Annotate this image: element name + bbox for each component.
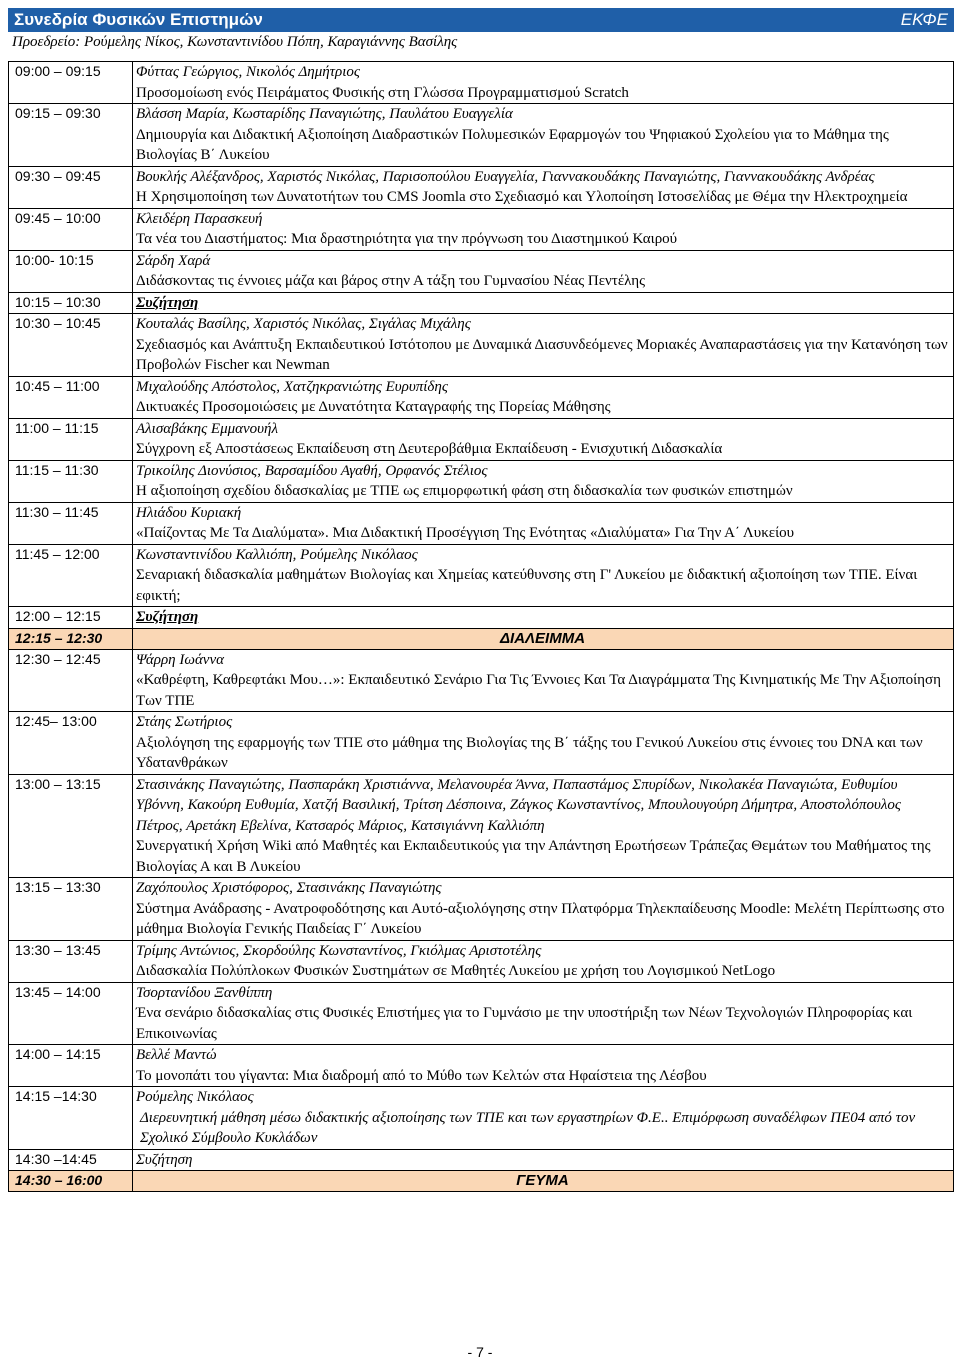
session-content [133,250,954,292]
session-content [133,982,954,1045]
schedule-row [9,62,954,104]
time-slot: 11:45 – 12:00 [9,544,133,607]
time-slot: 10:30 – 10:45 [9,314,133,377]
presentation-title: Συνεργατική Χρήση Wiki από Μαθητές και Εκπαιδευτικούς για την Απάντηση Ερωτήσεων Τράπεζας Θεμάτων του Μαθήματος της Βιολογίας Α και Β Λυκείου [136,838,931,875]
session-title: Συνεδρία Φυσικών Επιστημών [14,10,263,29]
session-content [133,292,954,314]
time-slot: 10:45 – 11:00 [9,376,133,418]
time-slot: 14:00 – 14:15 [9,1045,133,1087]
presentation-title: Σύγχρονη εξ Αποστάσεως Εκπαίδευση στη Δευτεροβάθμια Εκπαίδευση - Ενισχυτική Διδασκαλία [136,441,723,457]
time-slot: 13:15 – 13:30 [9,878,133,941]
time-slot: 09:45 – 10:00 [9,208,133,250]
session-content [133,712,954,775]
presentation-authors: Ζαχόπουλος Χριστόφορος, Στασινάκης Παναγιώτης [136,880,442,896]
break-label: ΔΙΑΛΕΙΜΜΑ [499,629,586,647]
time-slot: 14:15 –14:30 [9,1087,133,1150]
session-content [133,878,954,941]
schedule-table [8,61,954,1192]
presentation-authors: Στάης Σωτήριος [136,714,233,730]
session-content [133,544,954,607]
schedule-row [9,982,954,1045]
session-content [133,376,954,418]
session-chairs: Προεδρείο: Ρούμελης Νίκος, Κωνσταντινίδου Πόπη, Καραγιάννης Βασίλης [12,34,458,50]
presentation-authors: Ψάρρη Ιωάννα [136,651,225,668]
schedule-row [9,166,954,208]
time-slot: 13:00 – 13:15 [9,774,133,878]
schedule-row [9,502,954,544]
schedule-row [9,774,954,878]
presentation-title: «Καθρέφτη, Καθρεφτάκι Μου…»: Εκπαιδευτικό Σενάριο Για Τις Έννοιες Και Τα Διαγράμματα Της Κινηματικής Με Την Αξιοποίηση Των ΤΠΕ [136,672,941,709]
schedule-row [9,712,954,775]
presentation-authors: Στασινάκης Παναγιώτης, Πασπαράκη Χριστιάννα, Μελανουρέα Άννα, Παπαστάμος Σπυρίδων, Νικολακέα Παναγιώτα, Ευθυμίου Υβόννη, Κακούρη Ευθυμία, Χατζή Βασιλική, Τρίτση Δέσποινα, Ζάγκος Κωνσταντίνος, Μπουλουγούρη Δήμητρα, Αποστολόπουλος Πέτρος, Αρετάκη Εβελίνα, Κατσαρός Μάριος, Κατσιγιάννη Καλλιόπη [136,776,901,834]
session-content [133,104,954,167]
presentation-title: Διδάσκοντας τις έννοιες μάζα και βάρος στην Α τάξη του Γυμνασίου Νέας Πεντέλης [136,273,646,289]
session-content [133,166,954,208]
session-content [133,1087,954,1150]
presentation-authors: Τρικοίλης Διονύσιος, Βαρσαμίδου Αγαθή, Ορφανός Στέλιος [136,462,488,479]
session-content [133,649,954,712]
schedule-row [9,607,954,629]
time-slot: 13:30 – 13:45 [9,940,133,982]
presentation-title: Το μονοπάτι του γίγαντα: Μια διαδρομή από το Μύθο των Κελτών στα Ηφαίστεια της Λέσβου [136,1067,707,1084]
time-slot: 09:15 – 09:30 [9,104,133,167]
discussion-label: Συζήτηση [136,1151,193,1168]
session-header [8,8,954,32]
organization-label: ΕΚΦΕ [900,10,948,29]
presentation-authors: Βελλέ Μαντώ [136,1047,217,1063]
presentation-authors: Βλάσση Μαρία, Κωσταρίδης Παναγιώτης, Παυλάτου Ευαγγελία [136,106,513,122]
session-content [133,628,954,649]
session-content [133,774,954,878]
presentation-authors: Αλισαβάκης Εμμανουήλ [136,420,278,437]
session-content [133,62,954,104]
presentation-authors: Τσορτανίδου Ξανθίππη [136,984,273,1001]
time-slot: 09:00 – 09:15 [9,62,133,104]
session-content [133,1045,954,1087]
presentation-authors: Ρούμελης Νικόλαος [136,1089,254,1105]
time-slot: 09:30 – 09:45 [9,166,133,208]
presentation-title: Δικτυακές Προσομοιώσεις με Δυνατότητα Καταγραφής της Πορείας Μάθησης [136,399,611,415]
presentation-authors: Βουκλής Αλέξανδρος, Χαριστός Νικόλας, Παρισοπούλου Ευαγγελία, Γιαννακουδάκης Παναγιώτης, Γιαννακουδάκης Ανδρέας [136,168,875,185]
presentation-title: Ένα σενάριο διδασκαλίας στις Φυσικές Επιστήμες για το Γυμνάσιο με την υποστήριξη των Νέων Τεχνολογιών Πληροφορίας και Επικοινωνίας [136,1005,913,1042]
presentation-authors: Ηλιάδου Κυριακή [136,504,242,521]
session-content [133,314,954,377]
presentation-title: Αξιολόγηση της εφαρμογής των ΤΠΕ στο μάθημα της Βιολογίας της Β΄ τάξης του Γενικού Λυκείου στις έννοιες του DNA και των Υδατανθράκων [136,734,923,771]
presentation-title: Η Χρησιμοποίηση των Δυνατοτήτων του CMS Joomla στο Σχεδιασμό και Υλοποίηση Ιστοσελίδας με Θέμα την Ηλεκτροχημεία [136,189,908,205]
time-slot: 10:15 – 10:30 [9,292,133,314]
session-content [133,940,954,982]
schedule-row [9,292,954,314]
presentation-title: Σύστημα Ανάδρασης - Ανατροφοδότησης και Αυτό-αξιολόγησης στην Πλατφόρμα Τηλεκπαίδευσης Moodle: Μελέτη Περίπτωσης στο μάθημα Βιολογία Γενικής Παιδείας Γ΄ Λυκείου [136,900,945,937]
schedule-row [9,1087,954,1150]
presentation-authors: Φύττας Γεώργιος, Νικολός Δημήτριος [136,64,360,80]
session-content [133,607,954,629]
time-slot: 11:15 – 11:30 [9,460,133,502]
time-slot: 11:30 – 11:45 [9,502,133,544]
schedule-row [9,314,954,377]
presentation-authors: Σάρδη Χαρά [136,252,211,269]
discussion-label: Συζήτηση [136,294,199,311]
time-slot: 10:00- 10:15 [9,250,133,292]
schedule-row [9,250,954,292]
schedule-row [9,460,954,502]
time-slot: 13:45 – 14:00 [9,982,133,1045]
time-slot: 12:30 – 12:45 [9,649,133,712]
presentation-authors: Τρίμης Αντώνιος, Σκορδούλης Κωνσταντίνος, Γκιόλμας Αριστοτέλης [136,942,542,959]
time-slot: 14:30 – 16:00 [9,1171,133,1192]
session-content [133,1149,954,1171]
schedule-row [9,104,954,167]
time-slot: 14:30 –14:45 [9,1149,133,1171]
schedule-row [9,418,954,460]
presentation-title: Προσομοίωση ενός Πειράματος Φυσικής στη Γλώσσα Προγραμματισμού Scratch [136,84,629,101]
time-slot: 11:00 – 11:15 [9,418,133,460]
session-content [133,208,954,250]
presentation-title: Δημιουργία και Διδακτική Αξιοποίηση Διαδραστικών Πολυμεσικών Εφαρμογών του Ψηφιακού Σχολείου για το Μάθημα της Βιολογίας Β΄ Λυκείου [136,126,889,163]
break-row [9,628,954,649]
presentation-title: Η αξιοποίηση σχεδίου διδασκαλίας με ΤΠΕ ως επιμορφωτική φάση στη διδασκαλία των φυσικών επιστημών [136,483,793,499]
discussion-label: Συζήτηση [136,609,199,625]
schedule-row [9,376,954,418]
schedule-row [9,940,954,982]
session-content [133,460,954,502]
schedule-row [9,649,954,712]
presentation-title: Τα νέα του Διαστήματος: Μια δραστηριότητα για την πρόγνωση του Διαστημικού Καιρού [136,231,678,247]
session-content [133,1171,954,1192]
presentation-title: «Παίζοντας Με Τα Διαλύματα». Μια Διδακτική Προσέγγιση Της Ενότητας «Διαλύματα» Για Την Α΄ Λυκείου [136,525,795,541]
time-slot: 12:45– 13:00 [9,712,133,775]
break-label: ΓΕΥΜΑ [516,1172,569,1189]
page-number: - 7 - [467,1344,493,1360]
presentation-title: Διδασκαλία Πολύπλοκων Φυσικών Συστημάτων σε Μαθητές Λυκείου με χρήση του Λογισμικού NetLogo [136,963,776,979]
presentation-authors: Κλειδέρη Παρασκευή [136,210,263,227]
presentation-title: Σεναριακή διδασκαλία μαθημάτων Βιολογίας και Χημείας κατεύθυνσης στη Γ' Λυκείου με διδακτική αξιοποίηση των ΤΠΕ. Είναι εφικτή; [136,567,918,604]
presentation-title: Σχεδιασμός και Ανάπτυξη Εκπαιδευτικού Ιστότοπου με Δυναμικά Διασυνδεόμενες Μοριακές Αναπαραστάσεις για την Κατανόηση των Προβολών Fischer και Newman [136,336,948,373]
session-content [133,418,954,460]
schedule-row [9,1045,954,1087]
presentation-authors: Κωνσταντινίδου Καλλιόπη, Ρούμελης Νικόλαος [136,546,418,563]
presentation-authors: Κουταλάς Βασίλης, Χαριστός Νικόλας, Σιγάλας Μιχάλης [136,316,471,332]
schedule-row [9,544,954,607]
presentation-authors: Μιχαλούδης Απόστολος, Χατζηκρανιώτης Ευρυπίδης [136,378,448,395]
time-slot: 12:15 – 12:30 [9,628,133,649]
time-slot: 12:00 – 12:15 [9,607,133,629]
session-content [133,502,954,544]
break-row [9,1171,954,1192]
schedule-row [9,208,954,250]
presentation-title: Διερευνητική μάθηση μέσω διδακτικής αξιοποίησης των ΤΠΕ και των εργαστηρίων Φ.Ε.. Επιμόρφωση συναδέλφων ΠΕ04 από τον Σχολικό Σύμβουλο Κυκλάδων [140,1109,916,1146]
schedule-row [9,1149,954,1171]
schedule-row [9,878,954,941]
